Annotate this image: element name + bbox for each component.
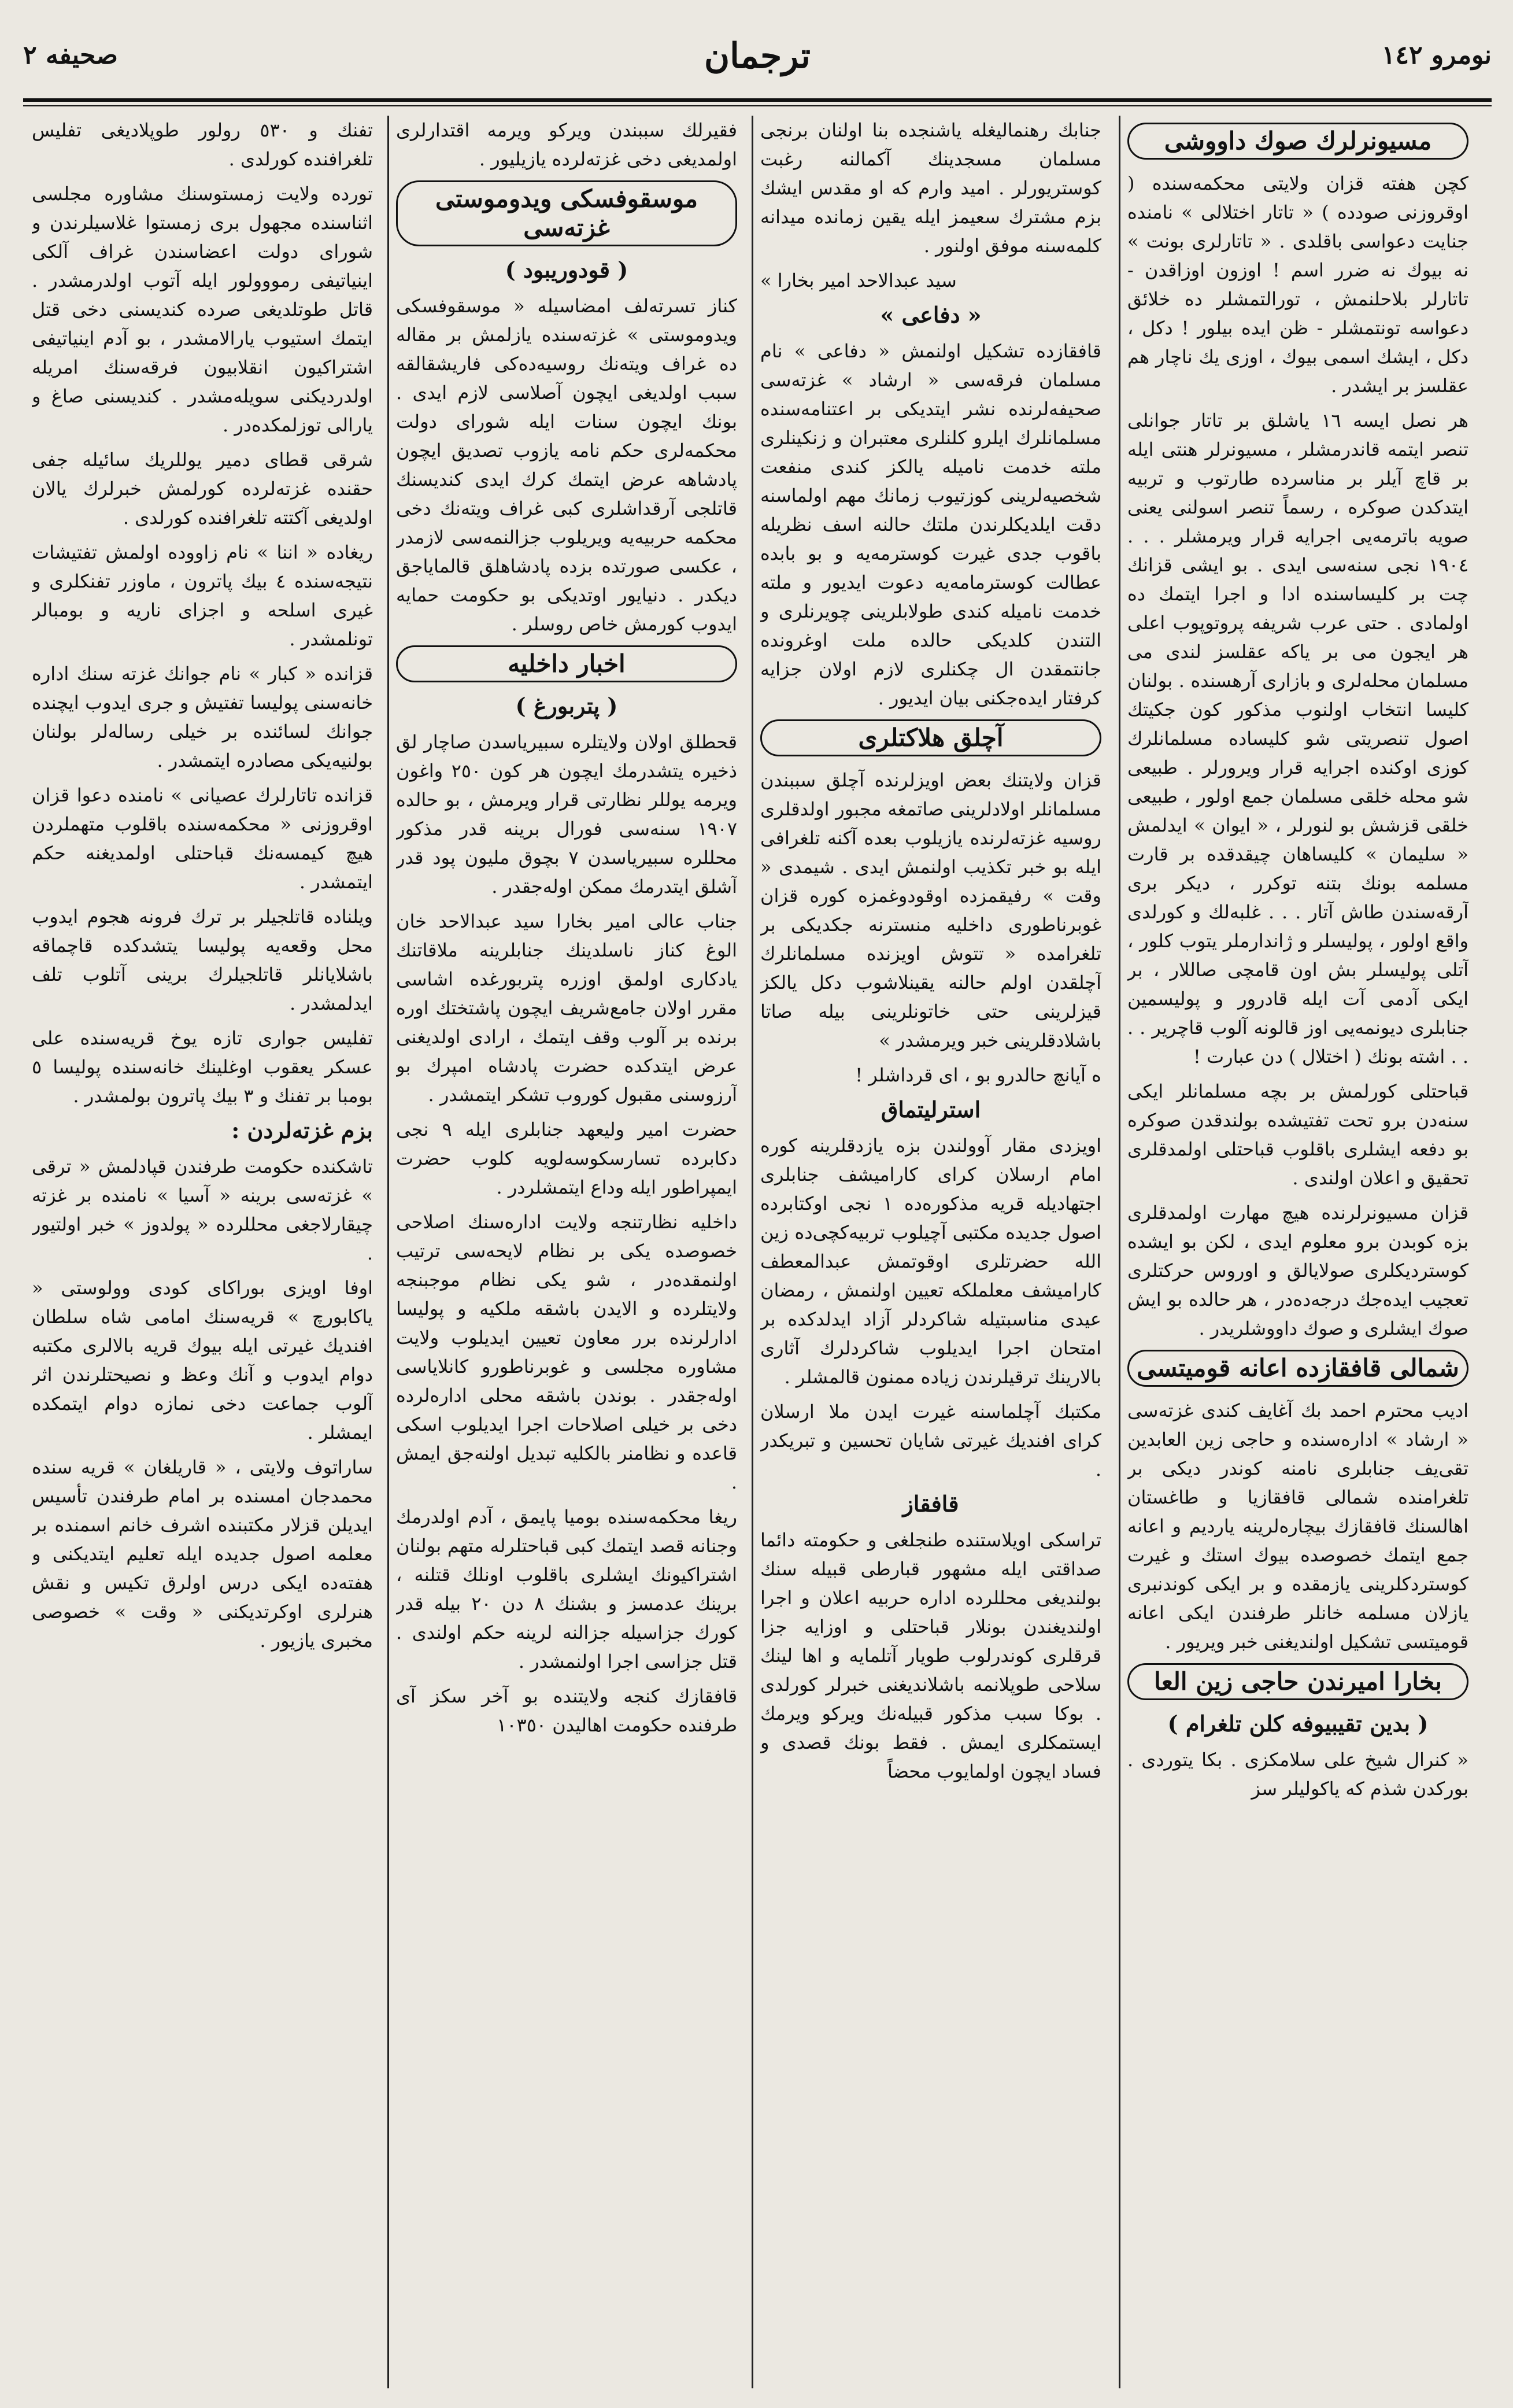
paragraph: تورده ولايت زمستوسنك مشاوره مجلسى اثناسنده مجهول برى زمستوا غلاسيلرندن و شوراى دولت اعضاسندن غراف آلكى اينياتيفى رمووولور ايله آتوب اولدرمشدر . قاتل طوتلديغى صرده كنديسنى دخى قتل ايتمك استيوب يارالامشدر ، بو آدم اينياتيفى اشتراكيون انقلابيون فرقه‌سنك امريله اولدرديكنى سويله‌مشدر . كنديسنى صاغ و يارالى توزلمكده‌در . (32, 183, 373, 436)
masthead (23, 35, 1492, 98)
paragraph: شرقى قطاى دمير يوللريك سائيله جفى حقنده غزته‌لرده كورلمش خبرلرك يالان اولديغى آكتته تلغرافنده كورلدى . (32, 449, 373, 529)
header-rule-thin (23, 105, 1492, 106)
newspaper-title: ترجمان (704, 36, 811, 76)
header-rule (23, 98, 1492, 102)
section-heading: اخبار داخليه (396, 645, 737, 682)
paragraph: ريغا محكمه‌سنده بوميا پايمق ، آدم اولدرمك وجنانه قصد ايتمك كبى قباحتلرله متهم بولنان اشتراكيونك ايشلرى باقلوب اونلك قتلنه ، برينك عدمسز و بشنك ٨ دن ٢٠ بيله قدر كورك جزاسيله جزالنه لرينه حكم اولندى . قتل جزاسى اجرا اولنمشدر . (396, 1506, 737, 1672)
paragraph: ه آيانچ حالدرو بو ، اى قرداشلر ! (855, 1064, 1101, 1086)
paragraph: قزانده تاتارلرك عصيانى » نامنده دعوا قزان اوقروزنى « محكمه‌سنده باقلوب متهملردن هيچ كيمسه‌نك قباحتلى اولمديغنه حكم ايتمشدر . (32, 784, 373, 893)
page-number: صحيفه ٢ (23, 40, 118, 70)
section-heading: بزم غزته‌لردن : (231, 1117, 373, 1143)
signature: سيد عبدالاحد امير بخارا » (760, 269, 957, 291)
paragraph: قزان ولايتنك بعض اويزلرنده آچلق سببندن مسلمانلر اولادلرينى صاتمغه مجبور اولدقلرى روسيه غزته‌لرنده يازيلوب بعده آكنه تلغرافى ايله بو خبر تكذيب اولنمش ايدى . شيمدى « وقت » رفيقمزده اوقودوغمزه كوره قزان غوبرناطورى داخليه منسترنه جكديكى بر تلغرامده « تتوش اويزنده مسلمانلرك آچلقدن اولم حالنه يقينلاشوب دكل يالكز قيزلرينى حتى خاتونلرينى بيله صاتا باشلادقلرينى خبر ويرمشدر » (760, 769, 1101, 1051)
paragraph: كچن هفته قزان ولايتى محكمه‌سنده ( اوقروزنى صودده ) « تاتار اختلالى » نامنده جنايت دعواسى باقلدى . « تاتارلرى بونت » نه بيوك نه ضرر اسم ! اوزون اوزاقدن - تاتارلر بلاحلنمش ، تورالتمشلر ده خلائق دعواسه تونتمشلر - ظن ايده بيلور ! دكل ، دكل ، ايشك اسمى بيوك ، اوزى يك ناچار هم عقلسز بر ايشدر . (1127, 172, 1468, 397)
paragraph: داخليه نظارتنجه ولايت اداره‌سنك اصلاحى خصوصده يكى بر نظام لايحه‌سى ترتيب اولنمقده‌در ، شو يكى نظام موجبنجه ولايتلرده و الايدن باشقه ملكيه و پوليسا ادارلرنده برر معاون تعيين ايديلوب ولايت مشاوره مجلسى و غوبرناطورو كانلاياسى اوله‌جقدر . بوندن باشقه محلى اداره‌لرده دخى بر خيلى اصلاحات اجرا ايديلوب اسكى قاعده و نظامنر بالكليه تبديل اولنه‌جق ايمش . (396, 1211, 737, 1493)
paragraph: ويلناده قاتلجيلر بر ترك فرونه هجوم ايدوب محل وقعه‌يه پوليسا يتشدكده قاچماقه باشلايانلر قاتلجيلرك برينى آتلوب تلف ايدلمشدر . (32, 906, 373, 1014)
paragraph: قزانده « كبار » نام جوانك غزته سنك اداره خانه‌سنى پوليسا تفتيش و جرى ايدوب ايچنده جوانك لسائنده بر خيلى رساله‌لر بولنان بولنيه‌يكى مصادره ايتمشدر . (32, 663, 373, 771)
column-divider (752, 116, 753, 2388)
issue-number: نومرو ۱٤٢ (1381, 40, 1492, 70)
subheading: ( پتربورغ ) (515, 693, 618, 719)
paragraph: قافقازده تشكيل اولنمش « دفاعى » نام مسلمان فرقه‌سى « ارشاد » غزته‌سى صحيفه‌لرنده نشر ايتديكى بر اعتنامه‌سنده مسلمانلرك ايلرو كلنلرى معتبران و زنكينلرى ملته خدمت ناميله يالكز كندى منفعت شخصيه‌لرينى كوزتيوب زمانك مهم اولماسنه دقت ايلديكلرندن ملتك حالنه اسف نظريله باقوب جدى غيرت كوسترمه‌يه و بو بابده عطالت كوسترمامه‌يه دعوت ايديور و ملته خدمت ناميله كندى طولابلرينى چويرنلرى و التندن كلديكى حالده ملت اوغرونده جانتمقدن ال چكنلرى لازم اولان جزايه كرفتار ايده‌جكنى بيان ايديور . (760, 340, 1101, 709)
paragraph: ساراتوف ولايتى ، « قاريلغان » قريه سنده محمدجان امسنده بر امام طرفندن تأسيس ايديلن قزلار مكتبنده اشرف خانم اسمنده بر معلمه اصول جديده ايله تعليم ايتديكنى و هفته‌ده ايكى درس اولرق تكيس و نقش هنرلرى اوكرتديكنى « وقت » خصوصى مخبرى يازيور . (32, 1456, 373, 1652)
paragraph: ريغاده « اننا » نام زاووده اولمش تفتيشات نتيجه‌سنده ٤ بيك پاترون ، ماوزر تفنكلرى و غيرى اسلحه و اجزاى ناريه و بومبالر تونلمشدر . (32, 541, 373, 650)
column-divider (1119, 116, 1120, 2388)
paragraph: حضرت امير وليعهد جنابلرى ايله ٩ نجى دكابرده تسارسكوسه‌لويه كلوب حضرت ايمپراطور ايله وداع ايتمشلردر . (396, 1118, 737, 1198)
section-heading: شمالى قافقازده اعانه قوميتسى (1127, 1350, 1468, 1387)
paragraph: جناب عالى امير بخارا سيد عبدالاحد خان الوغ كناز ناسلدينك جنابلرينه ملاقاتنك يادكارى اولمق اوزره پتربورغده اشاسى مقرر اولان جامع‌شريف ايچون پاشتختك اوره برنده بر آلوب وقف ايتمك ، ارادى اولديغنى عرض ايتدكده حضرت پادشاه امپرك بو آرزوسنى مقبول كوروب تشكر ايتمشدر . (396, 910, 737, 1106)
paragraph: قزان مسيونرلرنده هيچ مهارت اولمدقلرى بزه كوبدن برو معلوم ايدى ، لكن بو ايشده كوسترديكلرى صولايالق و اوروس حركتلرى تعجيب ايده‌جك درجه‌ده‌در ، هر حالده بو ايش صوك ايشلرى و صوك داووشلريدر . (1127, 1202, 1468, 1339)
paragraph: تفليس جوارى تازه يوخ قريه‌سنده على عسكر يعقوب اوغلينك خانه‌سنده پوليسا ٥ بومبا بر تفنك و ٣ بيك پاترون بولمشدر . (32, 1027, 373, 1107)
column-3 (396, 116, 737, 2388)
paragraph: كناز تسرته‌لف امضاسيله « موسقوفسكى ويدوموستى » غزته‌سنده يازلمش بر مقاله ده غراف ويته‌نك روسيه‌ده‌كى فاريشقالقه سبب اولديغى ايچون آصلاسى لازم ايدى . بونك ايچون سنات ايله شوراى دولت محكمه‌لرى حكم نامه يازوب تصديق ايچون پادشاهه عرض ايتمك كرك ايدى كنديسنك قاتلجى آرقداشلرى كبى غراف ويته‌نك دخى محكمه حربيه‌يه ويريلوب جزالنمه‌سى لازمدر ، عكسى صورتده بزده پادشاهلق قالماياجق ديكدر . دنيايور اوتديكى بو حكومت حمايه ايدوب كورمش خاص روسلر . (396, 295, 737, 635)
paragraph: مكتبك آچلماسنه غيرت ايدن ملا ارسلان كراى افنديك غيرتى شايان تحسين و تبريكدر . (760, 1401, 1101, 1480)
section-heading: موسقوفسكى ويدوموستى غزته‌سى (396, 180, 737, 246)
paragraph: اوفا اويزى بوراكاى كودى وولوستى « ياكابورچ » قريه‌سنك امامى شاه سلطان افنديك غيرتى ايله بيوك قريه بالالرى مكتبه دوام ايدوب و آنك وعظ و نصيحتلرندن اثر آلوب جماعت دخى نمازه دوام ايتمكده ايمشلر . (32, 1277, 373, 1443)
section-heading: استرليتماق (881, 1096, 981, 1122)
paragraph: قباحتلى كورلمش بر بچه مسلمانلر ايكى سنه‌دن برو تحت تفتيشده بولندقدن صوكره بو دفعه ايشلرى باقلوب قباحتلى اولمدقلرى تحقيق و اعلان اولندى . (1127, 1080, 1468, 1189)
section-heading: مسيونرلرك صوك داووشى (1127, 123, 1468, 160)
paragraph: تراسكى اويلاستنده طنجلغى و حكومته دائما صداقتى ايله مشهور قبارطى قبيله سنك بولنديغى محللرده اداره حربيه اعلان و اجرا اولنديغندن بونلار قباحتلى و اوزايه جزا قرقلرى كوندرلوب طويار آتلمايه و اها لينك سلاحى طوپلانمه باشلانديغنى خبرلر كورلدى . بوكا سبب مذكور قبيله‌نك ويركو ويرمك ايستمكلرى ايمش . فقط بونك قصدى و فساد ايچون اولمايوب محضاً (760, 1529, 1101, 1782)
paragraph: فقيرلك سببندن ويركو ويرمه اقتدارلرى اولمديغى دخى غزته‌لرده يازيليور . (396, 119, 737, 170)
paragraph: اديب محترم احمد بك آغايف كندى غزته‌سى « ارشاد » اداره‌سنده و حاجى زين العابدين تقى‌يف جنابلرى نامنه كوندر ديكى بر تلغرامنده شمالى قافقازيا و طاغستان اهالسنك قافقازك بيچاره‌لرينه يارديم و اعانه جمع ايتمك خصوصده بيوك استك و غيرت كوستردكلرينى يازمقده و بر ايكى كوندنبرى يازلان مسلمه خانلر طرفندن ايكى اعانه قوميتسى تشكيل اولنديغنى خبر ويريور . (1127, 1399, 1468, 1653)
column-divider (387, 116, 389, 2388)
section-heading: « دفاعى » (880, 302, 982, 328)
paragraph: « كنرال شيخ على سلامكزى . بكا يتوردى . بوركدن شذم كه ياكوليلر سز (1127, 1749, 1468, 1800)
paragraph: تاشكنده حكومت طرفندن قپادلمش « ترقى » غزته‌سى برينه « آسيا » نامنده بر غزته چيقارلاجغى محللرده « پولدوز » خبر اولتيور . (32, 1155, 373, 1264)
column-4 (32, 116, 373, 2388)
paragraph: جنابك رهنماليغله ياشنجده بنا اولنان برنجى مسلمان مسجدينك آكمالنه رغبت كوستريورلر . اميد وارم كه او مقدس ايشك بزم مشترك سعيمز ايله يقين زمانده ميدانه كلمه‌سنه موفق اولنور . (760, 119, 1101, 257)
subheading: ( بدين تقيبيوفه كلن تلغرام ) (1167, 1711, 1429, 1737)
section-heading: آچلق هلاكتلرى (760, 719, 1101, 756)
paragraph: قحطلق اولان ولايتلره سبيرياسدن صاچار لق ذخيره يتشدرمك ايچون هر كون ٢٥٠ واغون ويرمه يوللر نظارتى قرار ويرمش ، بو حالده ١٩٠٧ سنه‌سى فورال برينه قدر مذكور محللره سبيرياسدن ٧ بچوق مليون پود قدر آشلق ايتدرمك ممكن اوله‌جقدر . (396, 731, 737, 898)
paragraph: قافقازك كنجه ولايتنده بو آخر سكز آى طرفنده حكومت اهاليدن ١٠٣٥٠ (396, 1685, 737, 1736)
column-1 (1127, 116, 1468, 2388)
subheading: ( قودوريبود ) (505, 257, 628, 283)
paragraph: هر نصل ايسه ١٦ ياشلق بر تاتار جوانلى تنصر ايتمه قاندرمشلر ، مسيونرلر هنتى ايله بر قاچ آيلر بر مناسرده طارتوب و تربيه ايتدكدن صوكره ، رسماً تنصر اسولنى يعنى صويه باترمه‌يى اجرايه قرار ويرمشلر . . . ١٩٠٤ نجى سنه‌سى ايدى . بو ايشى قزانك چت بر كليساسنده ادا و اجرا ايتمك ده اولمادى . حتى عرب شريفه پروتوپوب اعلى هر ايجون مى بر ياكه عقلسز لندى مى مسلمان محله‌لرى و بازارى آرهسنده . بولنان كليسا انتخاب اولنوب مذكور كون جكيتك اصول تنصريتى شو كليساده مسلمانلرك كوزى اوكنده اجرايه قرار ويرورلر . طبيعى شو محله خلقى مسلمان جمع اولور ، طبيعى خلقى قزشش بو لنورلر ، « ايوان » ايدلمش « سليمان » كليساهان چيقدقده بر قارت مسلمه بونك بتنه توكرر ، ديكر برى آرقه‌سندن طاش آتار . . . غلبه‌لك و كورلدى واقع اولور ، پوليسلر و ژاندارملر يتوب كلور ، آتلى پوليسلر بش اون قامچى صاللار ، بر ايكى آدمى آت ايله قادرور و پوليسمين جنابلرى ديونمه‌يى اوز قالونه آلوب قاچرير . . . . اشته بونك ( اختلال ) دن عبارت ! (1127, 409, 1468, 1068)
paragraph: تفنك و ٥٣٠ رولور طوپلاديغى تفليس تلغرافنده كورلدى . (32, 119, 373, 170)
paragraph: اويزدى مقار آوولندن بزه يازدقلرينه كوره امام ارسلان كراى كاراميشف جنابلرى اجتهاديله قريه مذكوره‌ده ١ نجى اوكتابرده اصول جديده مكتبى آچيلوب تربيه‌كچى‌ده زين الله حضرتلرى اوقوتمش عبدالمعطف كاراميشف معلملكه تعيين اولنمش ، رمضان عيدى مناسبتيله شاكردلر آزاد ايدلدكده بر امتحان اجرا ايديلوب شاكردلرك آثارى بالارينك ترقيلرندن زياده ممنون قالمشلر . (760, 1135, 1101, 1388)
section-heading: بخارا اميرندن حاجى زين العا (1127, 1663, 1468, 1700)
column-2 (760, 116, 1101, 2388)
section-heading: قافقاز (902, 1491, 959, 1517)
